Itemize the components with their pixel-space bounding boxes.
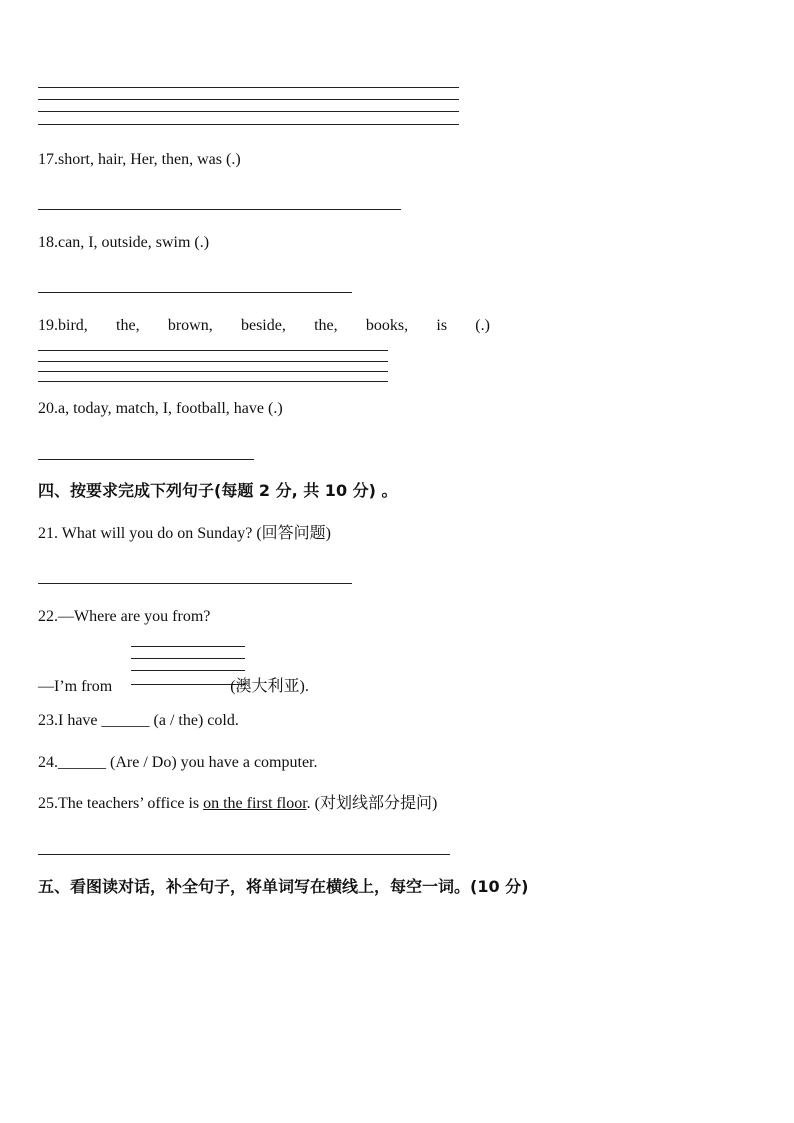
answer-line [38,99,459,100]
answer-blank-22[interactable] [131,646,245,647]
question-number: 25. [38,795,58,812]
underlined-phrase: on the first floor [203,795,307,812]
section-4-heading: 四、按要求完成下列句子(每题 2 分, 共 10 分) 。 [38,481,398,500]
question-number: 23. [38,712,58,729]
question-text: a, today, match, I, football, have (.) [58,400,283,417]
question-text: short, hair, Her, then, was (.) [58,151,241,168]
question-text: can, I, outside, swim (.) [58,234,210,251]
question-21 [38,524,331,544]
answer-blank-22[interactable] [131,658,245,659]
question-18 [38,233,209,253]
question-number: 22. [38,608,58,625]
answer-line-19[interactable] [38,350,388,351]
answer-line [38,111,459,112]
question-17 [38,150,241,170]
answer-line [38,124,459,125]
answer-line-20[interactable] [38,459,254,460]
reply-suffix: (澳大利亚). [226,678,309,695]
question-23 [38,711,239,731]
question-word: the, [116,317,140,334]
question-number: 21. [38,525,58,542]
question-number: 17. [38,151,58,168]
question-text: The teachers’ office is [58,795,204,812]
question-number: 18. [38,234,58,251]
answer-line-18[interactable] [38,292,352,293]
question-text: I have ______ (a / the) cold. [58,712,239,729]
question-word: (.) [475,317,490,334]
answer-line-25[interactable] [38,854,450,855]
question-text-end: . (对划线部分提问) [306,795,438,812]
question-24 [38,753,317,773]
answer-line-19[interactable] [38,381,388,382]
question-22-reply [38,671,309,697]
section-5-heading: 五、看图读对话，补全句子，将单词写在横线上，每空一词。(10 分) [38,877,529,896]
question-word: brown, [167,317,213,334]
question-text: What will you do on Sunday? (回答问题) [58,525,332,542]
answer-line-21[interactable] [38,583,352,584]
question-20 [38,399,283,419]
question-word: bird, [58,317,88,334]
answer-line-19[interactable] [38,371,388,372]
question-text: ______ (Are / Do) you have a computer. [58,754,318,771]
question-word: the, [314,317,338,334]
answer-line-19[interactable] [38,361,388,362]
question-number: 20. [38,400,58,417]
question-word: is [436,317,448,334]
question-number: 24. [38,754,58,771]
question-number: 19. [38,317,58,334]
reply-prefix: —I’m from [38,678,113,695]
question-19 [38,316,490,336]
question-25 [38,794,437,814]
question-word: books, [365,317,409,334]
answer-line [38,87,459,88]
question-22 [38,607,210,627]
question-word: beside, [240,317,286,334]
question-text: —Where are you from? [58,608,211,625]
answer-line-17[interactable] [38,209,401,210]
